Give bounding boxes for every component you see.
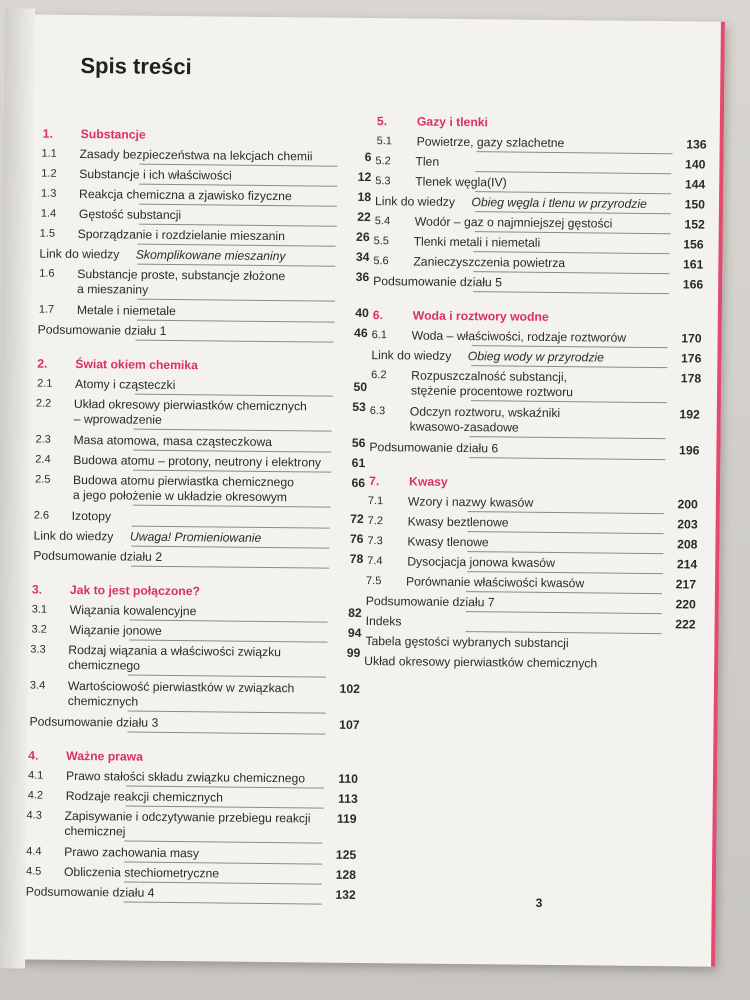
page-ref[interactable]: 40 <box>355 305 369 321</box>
section-title: Substancje <box>80 127 146 142</box>
item-title-continued: chemicznej <box>64 823 126 839</box>
leader-line <box>466 611 662 614</box>
toc-item-row[interactable] <box>27 768 359 786</box>
item-number: 7.3 <box>367 535 383 548</box>
item-title: Budowa atomu pierwiastka chemicznego <box>73 472 295 490</box>
item-title-continued: a jego położenie w układzie okresowym <box>72 487 288 505</box>
item-number: 4.3 <box>26 809 42 822</box>
section-title: Świat okiem chemika <box>75 356 198 373</box>
toc-summary-row[interactable] <box>33 548 364 566</box>
item-number: 2.5 <box>35 473 51 486</box>
toc-item-row[interactable] <box>25 864 357 882</box>
item-title: Masa atomowa, masa cząsteczkowa <box>73 432 273 450</box>
page-ref[interactable]: 214 <box>676 557 698 572</box>
leader-line <box>468 511 664 514</box>
toc-item2-row[interactable] <box>35 396 366 427</box>
toc-item2-row[interactable] <box>29 678 360 709</box>
leader-line <box>467 571 663 574</box>
item-title-continued: chemicznych <box>67 693 139 709</box>
page-ref[interactable]: 119 <box>336 811 357 826</box>
item-title: Zanieczyszczenia powietrza <box>413 254 566 271</box>
toc-item2-row[interactable] <box>369 404 700 435</box>
toc-item-row[interactable] <box>40 206 371 225</box>
leader-line <box>132 526 330 529</box>
toc-section-row[interactable] <box>376 114 707 130</box>
page-ref[interactable]: 102 <box>339 681 360 696</box>
toc-link-row[interactable] <box>33 528 364 546</box>
leader-line <box>129 640 327 643</box>
item-title: Woda – właściwości, rodzaje roztworów <box>411 328 627 345</box>
toc-plain-row[interactable] <box>364 654 694 671</box>
page-ref[interactable]: 78 <box>349 551 364 566</box>
leader-line <box>128 675 326 678</box>
leader-line <box>130 620 328 623</box>
toc-item2-row[interactable] <box>39 266 370 297</box>
toc-item-row[interactable] <box>31 602 362 620</box>
toc-item-row[interactable] <box>375 174 706 192</box>
item-title: Kwasy beztlenowe <box>407 514 509 530</box>
item-title: Zasady bezpieczeństwa na lekcjach chemii <box>79 147 313 164</box>
item-number: 3.3 <box>30 643 46 656</box>
leader-line <box>139 184 337 187</box>
toc-item-row[interactable] <box>371 328 702 346</box>
toc-section-row[interactable] <box>369 474 699 489</box>
item-number: 1.7 <box>38 303 55 316</box>
toc-summary-row[interactable] <box>373 274 704 292</box>
item-number: 7.1 <box>367 495 384 508</box>
page-ref[interactable]: 107 <box>339 717 360 732</box>
item-title-continued: kwasowo-zasadowe <box>409 419 519 435</box>
page-ref[interactable]: 53 <box>352 399 366 415</box>
page-ref[interactable]: 140 <box>685 157 706 172</box>
appendix-title: Układ okresowy pierwiastków chemicznych <box>364 654 598 671</box>
toc-item-row[interactable] <box>39 226 370 245</box>
leader-line <box>468 531 664 534</box>
item-title: Wiązania kowalencyjne <box>69 602 197 619</box>
item-number: 6.1 <box>371 329 387 342</box>
item-title: Rozpuszczalność substancji, <box>411 368 568 385</box>
toc-summary-row[interactable] <box>369 440 700 458</box>
item-number: 1.3 <box>41 187 57 200</box>
toc-item-row[interactable] <box>35 432 366 451</box>
item-number: 4.2 <box>27 789 44 802</box>
item-number: 1.2 <box>41 167 57 180</box>
item-number: 5.1 <box>376 135 393 148</box>
leader-line <box>471 365 667 368</box>
toc-section-row[interactable] <box>37 356 367 373</box>
item-number: 4.4 <box>26 845 42 858</box>
section-number: 2. <box>37 356 48 371</box>
page-ref[interactable]: 156 <box>683 237 704 252</box>
summary-title: Podsumowanie działu 2 <box>33 548 163 564</box>
leader-line <box>472 345 668 348</box>
item-title: Powietrze, gazy szlachetne <box>416 134 565 151</box>
leader-line <box>136 340 334 343</box>
leader-line <box>133 450 331 453</box>
toc-item-row[interactable] <box>41 167 372 185</box>
toc-summary-row[interactable] <box>365 594 696 612</box>
leader-line <box>466 631 662 634</box>
item-number: 1.5 <box>39 227 56 240</box>
leader-line <box>467 551 663 554</box>
page-title: Spis treści <box>80 53 192 80</box>
leader-line <box>475 171 671 174</box>
toc-item-row[interactable] <box>367 554 698 572</box>
item-number: 7.5 <box>365 575 382 588</box>
item-title: Reakcja chemiczna a zjawisko fizyczne <box>79 187 292 204</box>
section-number: 3. <box>31 582 43 597</box>
item-title: Tlen <box>415 154 440 169</box>
page-ref[interactable]: 50 <box>353 379 368 395</box>
page-ref[interactable]: 132 <box>335 887 356 902</box>
toc-summary-row[interactable] <box>365 614 696 632</box>
leader-line <box>138 244 336 247</box>
leader-line <box>139 224 337 227</box>
toc-link-row[interactable] <box>371 348 702 366</box>
item-title: Kwasy tlenowe <box>407 534 489 550</box>
section-number: 7. <box>369 474 380 489</box>
item-number: 7.4 <box>367 555 383 568</box>
item-title: Układ okresowy pierwiastków chemicznych <box>73 396 307 414</box>
leader-line <box>475 231 671 234</box>
item-title: Wodór – gaz o najmniejszej gęstości <box>414 214 613 231</box>
item-title: Substancje proste, substancje złożone <box>77 266 286 284</box>
item-number: 2.3 <box>35 433 51 446</box>
page-ref[interactable]: 94 <box>347 625 362 640</box>
item-title: Wzory i nazwy kwasów <box>407 494 534 510</box>
link-topic: Skomplikowane mieszaniny <box>135 247 286 264</box>
section-number: 6. <box>372 308 384 323</box>
toc-section-row[interactable] <box>42 126 373 142</box>
leader-line <box>477 151 673 154</box>
item-number: 3.4 <box>29 679 46 692</box>
item-number: 2.1 <box>37 377 53 390</box>
page-ref[interactable]: 203 <box>677 517 698 532</box>
item-title: Dysocjacja jonowa kwasów <box>407 554 555 571</box>
item-number: 5.3 <box>375 175 391 188</box>
toc-item-row[interactable] <box>37 376 368 395</box>
item-number: 7.2 <box>367 515 384 528</box>
toc-item-row[interactable] <box>376 134 707 152</box>
page-ref[interactable]: 200 <box>677 497 698 512</box>
link-label: Link do wiedzy <box>371 348 452 363</box>
item-title: Tlenki metali i niemetali <box>413 234 541 250</box>
page-ref[interactable]: 76 <box>349 531 364 546</box>
toc-summary-row[interactable] <box>25 884 356 902</box>
item-number: 4.5 <box>25 865 42 878</box>
item-title: Tlenek węgla(IV) <box>415 174 507 190</box>
leader-line <box>473 271 669 274</box>
leader-line <box>133 505 331 508</box>
page-ref[interactable]: 113 <box>338 791 358 806</box>
leader-line <box>137 320 335 323</box>
toc-item-row[interactable] <box>26 844 357 862</box>
page-ref[interactable]: 22 <box>357 209 371 225</box>
toc-item2-row[interactable] <box>26 808 357 839</box>
page-ref[interactable]: 82 <box>348 605 362 620</box>
page-ref[interactable]: 220 <box>675 597 696 612</box>
item-title: Rodzaje reakcji chemicznych <box>65 788 224 805</box>
page-ref[interactable]: 66 <box>351 475 366 491</box>
page-ref[interactable]: 61 <box>351 455 366 471</box>
leader-line <box>473 291 669 294</box>
toc-item-row[interactable] <box>41 147 372 165</box>
toc-item-row[interactable] <box>27 788 358 806</box>
leader-line <box>139 204 337 207</box>
toc-section-row[interactable] <box>28 748 358 764</box>
section-number: 5. <box>376 114 388 129</box>
page-ref[interactable]: 144 <box>684 177 706 192</box>
toc-summary-row[interactable] <box>29 714 360 732</box>
page-ref[interactable]: 192 <box>679 407 700 422</box>
page-ref[interactable]: 217 <box>675 577 697 592</box>
section-title: Kwasy <box>409 474 448 489</box>
page-ref[interactable]: 18 <box>357 189 372 205</box>
leader-line <box>124 882 322 885</box>
toc-link-row[interactable] <box>39 246 370 265</box>
item-number: 3.1 <box>31 603 48 616</box>
leader-line <box>135 394 333 397</box>
item-number: 3.2 <box>31 623 47 636</box>
toc-item-row[interactable] <box>33 508 364 526</box>
page-ref[interactable]: 196 <box>679 443 700 458</box>
toc-item-row[interactable] <box>365 574 697 592</box>
item-title: Wartościowość pierwiastków w związkach <box>67 678 295 696</box>
toc-item-row[interactable] <box>367 494 698 512</box>
toc-item-row[interactable] <box>374 214 705 232</box>
link-label: Link do wiedzy <box>33 528 114 544</box>
toc-item-row[interactable] <box>373 234 704 252</box>
toc-item-row[interactable] <box>375 154 706 172</box>
item-title: Wiązanie jonowe <box>69 622 162 638</box>
page-ref[interactable]: 152 <box>684 217 705 232</box>
item-title: Substancje i ich właściwości <box>79 167 232 183</box>
leader-line <box>131 566 329 569</box>
leader-line <box>127 732 325 735</box>
page-ref[interactable]: 208 <box>677 537 698 552</box>
item-title: Zapisywanie i odczytywanie przebiegu reakcji <box>64 808 311 826</box>
leader-line <box>126 806 324 809</box>
item-title: Izotopy <box>71 508 112 524</box>
page-ref[interactable]: 161 <box>682 257 704 272</box>
item-number: 2.6 <box>33 509 50 522</box>
page-ref[interactable]: 72 <box>350 511 364 526</box>
leader-line <box>124 841 322 844</box>
item-title: Rodzaj wiązania a właściwości związku <box>68 642 282 660</box>
summary-title: Podsumowanie działu 4 <box>25 884 155 900</box>
section-number: 4. <box>28 748 39 763</box>
item-title: Porównanie właściwości kwasów <box>405 574 585 591</box>
item-title: Prawo zachowania masy <box>64 844 200 861</box>
item-title-continued: a mieszaniny <box>77 281 149 297</box>
item-number: 5.2 <box>375 155 391 168</box>
toc-item-row[interactable] <box>35 452 366 471</box>
page-ref[interactable]: 150 <box>684 197 706 212</box>
item-title: Metale i niemetale <box>76 302 176 319</box>
item-title: Sporządzanie i rozdzielanie mieszanin <box>77 226 286 244</box>
item-title: Prawo stałości składu związku chemicznego <box>65 768 306 786</box>
toc-item-row[interactable] <box>367 534 698 552</box>
toc-item-row[interactable] <box>367 514 698 532</box>
page-ref[interactable]: 110 <box>338 771 359 786</box>
item-number: 1.1 <box>41 147 57 160</box>
page-ref[interactable]: 128 <box>335 867 357 882</box>
item-number: 4.1 <box>27 769 44 782</box>
page-ref[interactable]: 56 <box>351 435 366 451</box>
book-page <box>3 14 725 966</box>
summary-title: Podsumowanie działu 7 <box>365 594 495 610</box>
toc-item2-row[interactable] <box>371 368 702 400</box>
page-ref[interactable]: 99 <box>346 645 361 660</box>
section-title: Woda i roztwory wodne <box>412 308 549 324</box>
item-title: Obliczenia stechiometryczne <box>63 864 220 881</box>
toc-item-row[interactable] <box>373 254 704 272</box>
leader-line <box>134 429 332 432</box>
toc-plain-row[interactable] <box>365 634 695 651</box>
item-title-continued: stężenie procentowe roztworu <box>410 383 574 400</box>
item-number: 1.4 <box>40 207 57 220</box>
leader-line <box>466 591 662 594</box>
leader-line <box>124 862 322 865</box>
item-number: 5.4 <box>374 215 391 228</box>
page-ref[interactable]: 12 <box>357 169 372 185</box>
page-ref[interactable]: 222 <box>675 617 696 632</box>
page-ref[interactable]: 36 <box>355 269 370 285</box>
toc-item-row[interactable] <box>38 302 369 321</box>
section-number: 1. <box>42 126 53 141</box>
page-ref[interactable]: 6 <box>364 149 372 165</box>
toc-link-row[interactable] <box>374 194 706 212</box>
section-title: Ważne prawa <box>66 748 144 764</box>
section-title: Gazy i tlenki <box>416 114 489 130</box>
page-number: 3 <box>535 895 543 910</box>
summary-title: Indeks <box>365 614 402 629</box>
link-topic: Uwaga! Promieniowanie <box>129 529 262 545</box>
link-topic: Obieg wody w przyrodzie <box>467 349 605 365</box>
summary-title: Podsumowanie działu 5 <box>373 274 502 290</box>
leader-line <box>124 902 322 905</box>
item-title: Budowa atomu – protony, neutrony i elektrony <box>73 452 322 470</box>
page-ref[interactable]: 166 <box>682 277 704 292</box>
toc-item-row[interactable] <box>41 187 372 205</box>
page-ref[interactable]: 178 <box>680 371 702 386</box>
page-ref[interactable]: 136 <box>686 137 707 152</box>
page-ref[interactable]: 170 <box>681 331 702 346</box>
page-ref[interactable]: 26 <box>356 229 370 245</box>
leader-line <box>471 400 667 403</box>
toc-item2-row[interactable] <box>35 472 366 505</box>
item-title-continued: chemicznego <box>68 657 141 673</box>
link-label: Link do wiedzy <box>374 194 456 209</box>
leader-line <box>470 436 666 439</box>
toc-section-row[interactable] <box>372 308 703 324</box>
leader-line <box>131 546 329 549</box>
leader-line <box>137 264 335 267</box>
item-title-continued: – wprowadzenie <box>73 411 162 427</box>
item-number: 2.2 <box>35 397 52 410</box>
summary-title: Podsumowanie działu 6 <box>369 440 499 456</box>
toc-item2-row[interactable] <box>30 642 361 673</box>
item-number: 1.6 <box>39 267 55 280</box>
leader-line <box>469 457 665 460</box>
leader-line <box>137 299 335 302</box>
leader-line <box>475 191 671 194</box>
summary-title: Podsumowanie działu 3 <box>29 714 159 730</box>
item-number: 5.6 <box>373 255 389 268</box>
item-number: 6.2 <box>371 369 387 382</box>
item-number: 5.5 <box>373 235 389 248</box>
page-ref[interactable]: 125 <box>335 847 357 862</box>
toc-item-row[interactable] <box>31 622 362 640</box>
item-number: 2.4 <box>35 453 51 466</box>
page-ref[interactable]: 34 <box>355 249 370 265</box>
summary-title: Podsumowanie działu 1 <box>37 322 167 338</box>
appendix-title: Tabela gęstości wybranych substancji <box>365 634 569 651</box>
link-topic: Obieg węgla i tlenu w przyrodzie <box>471 195 647 211</box>
leader-line <box>128 711 326 714</box>
leader-line <box>474 251 670 254</box>
item-title: Atomy i cząsteczki <box>75 376 176 393</box>
item-number: 6.3 <box>369 405 386 418</box>
item-title: Odczyn roztworu, wskaźniki <box>409 404 561 421</box>
toc-summary-row[interactable] <box>37 322 368 341</box>
item-title: Gęstość substancji <box>78 206 182 223</box>
page-ref[interactable]: 176 <box>680 351 702 366</box>
link-label: Link do wiedzy <box>39 246 120 262</box>
section-title: Jak to jest połączone? <box>69 582 201 599</box>
page-ref[interactable]: 46 <box>354 325 368 341</box>
toc-section-row[interactable] <box>31 582 362 599</box>
